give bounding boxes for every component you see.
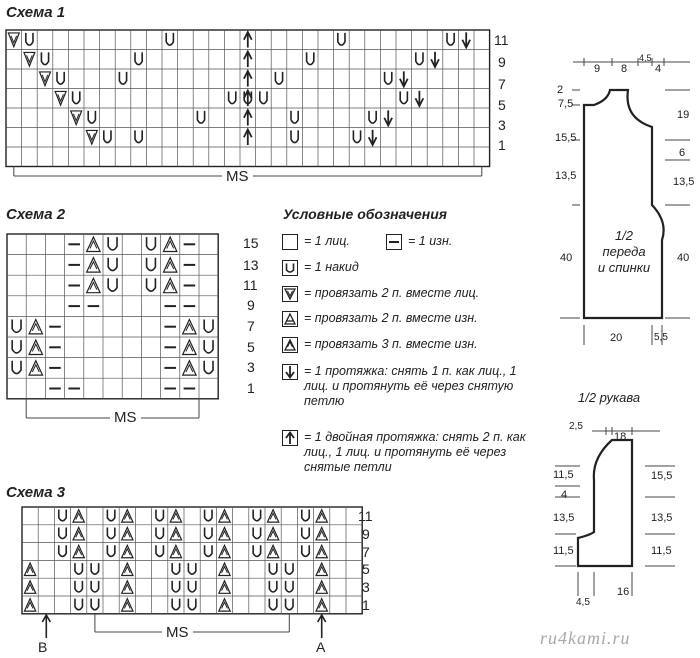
scheme1-row-9: 9 [498,54,506,70]
yarn-over-symbol-icon [282,260,298,276]
legend-title: Условные обозначения [283,206,448,222]
scheme3-label-a: A [316,639,326,655]
body-dim-top-0: 9 [594,63,601,75]
scheme3-row-5: 5 [362,561,370,577]
scheme3-title: Схема 3 [6,484,66,501]
body-dim-bottom-1: 5,5 [654,332,668,343]
scheme1-row-3: 3 [498,117,506,133]
body-dim-left-1: 7,5 [558,98,574,110]
scheme3-row-9: 9 [362,526,370,542]
scheme2-row-15: 15 [243,235,259,251]
legend: = 1 лиц. = 1 изн. = 1 накид = провязать 2 п. вместе лиц. = провязать 2 п. вместе изн. = провязать 3 п. вместе изн. = 1 протяжка: снять 1 п. как лиц., 1 лиц. и протянуть её через снятую петлю = 1 двойная протяжка: снять 2 п. как лиц., 1 лиц. и протянуть её через снятые петли [282,234,544,494]
sleeve-title: 1/2 рукава [578,390,641,405]
sleeve-dim-bottom-0: 4,5 [576,597,590,608]
body-dim-right-0: 19 [677,109,690,121]
sleeve-dim-right-0: 15,5 [651,470,673,482]
scheme2-row-3: 3 [247,359,255,375]
sleeve-dim-top-1: 18 [614,431,627,443]
body-pattern-outline [584,90,664,318]
scheme2-ms-label: MS [110,409,141,426]
double-ssk-arrow-up-icon [282,430,298,446]
scheme3-label-b: B [38,639,48,655]
body-dim-left-3: 13,5 [555,170,577,182]
scheme2-title: Схема 2 [6,206,66,223]
body-dim-right-2: 13,5 [673,176,695,188]
scheme1-title: Схема 1 [6,4,66,21]
sleeve-dim-bottom-1: 16 [617,586,630,598]
body-dim-left-4: 40 [560,252,573,264]
body-dim-top-1: 8 [621,63,628,75]
scheme3-row-7: 7 [362,544,370,560]
p2tog-symbol-icon [282,311,298,327]
scheme2-row-13: 13 [243,257,259,273]
body-dim-bottom-0: 20 [610,332,623,344]
scheme1-row-5: 5 [498,97,506,113]
sleeve-dim-left-2: 13,5 [553,512,575,524]
sleeve-dim-right-2: 11,5 [651,545,672,557]
watermark: ru4kami.ru [540,628,631,648]
scheme1-row-7: 7 [498,76,506,92]
ssk-arrow-down-icon [282,364,298,380]
scheme3-row-11: 11 [358,508,373,524]
body-dim-right-3: 40 [677,252,690,264]
scheme1-row-11: 11 [494,32,509,48]
body-dim-top-3: 4 [655,63,662,75]
p3tog-symbol-icon [282,337,298,353]
scheme2-row-7: 7 [247,318,255,334]
scheme2-row-5: 5 [247,339,255,355]
scheme1-ms-label: MS [222,168,253,185]
sleeve-dim-left-3: 11,5 [553,545,574,557]
body-dim-top-2: 4,5 [639,53,652,63]
scheme3-row-1: 1 [362,597,370,613]
body-dim-left-0: 2 [557,84,564,96]
k2tog-symbol-icon [282,286,298,302]
sleeve-dim-top-0: 2,5 [569,421,583,432]
sleeve-dim-left-0: 11,5 [553,469,574,481]
body-dim-left-2: 15,5 [555,132,577,144]
sleeve-dim-right-1: 13,5 [651,512,673,524]
scheme2-row-9: 9 [247,297,255,313]
scheme1-row-1: 1 [498,137,506,153]
sleeve-dim-left-1: 4 [561,489,568,501]
scheme3-ms-label: MS [162,624,193,641]
knit-symbol-icon [282,234,298,250]
scheme2-row-1: 1 [247,380,255,396]
body-center-label: 1/2 переда и спинки [597,228,651,275]
body-dim-right-1: 6 [679,147,686,159]
scheme2-row-11: 11 [243,277,258,293]
sleeve-outline [578,440,632,566]
purl-symbol-icon [386,234,402,250]
scheme3-row-3: 3 [362,579,370,595]
